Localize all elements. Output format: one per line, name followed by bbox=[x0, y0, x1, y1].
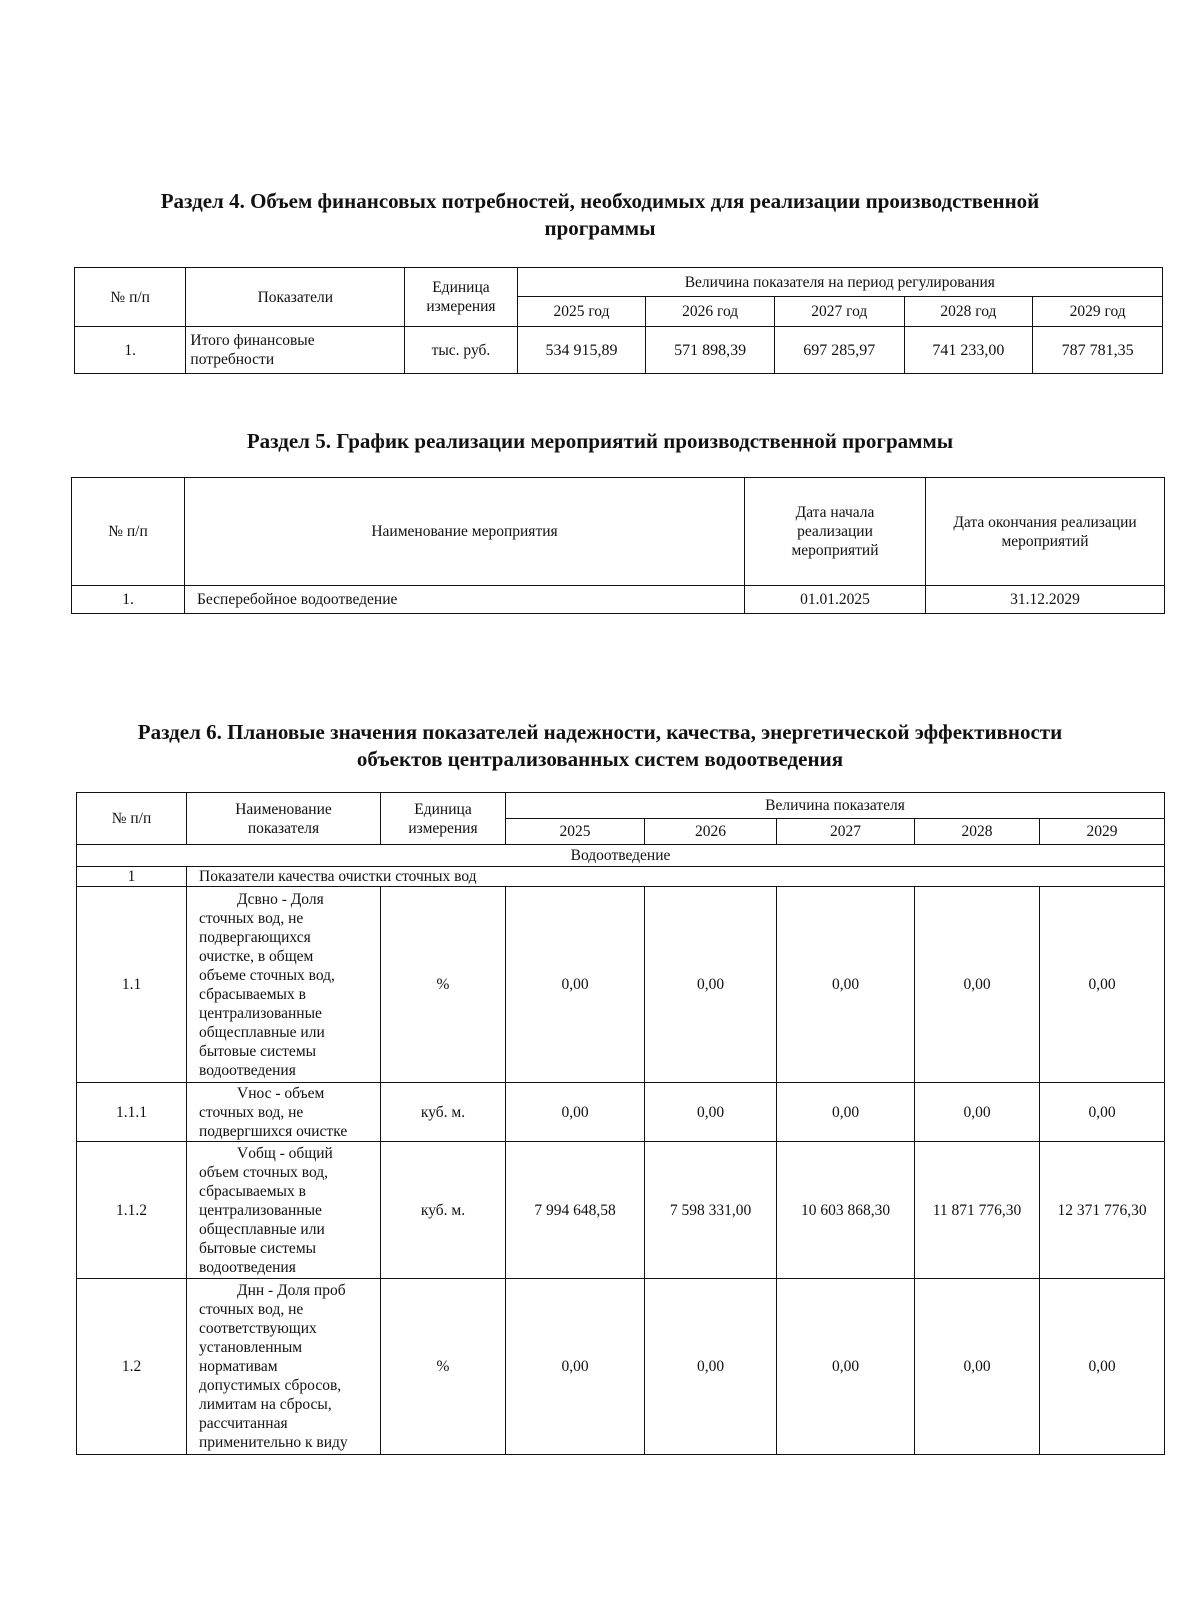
s6-row-name-line: объеме сточных вод, bbox=[199, 966, 335, 984]
s6-row-value: 0,00 bbox=[506, 1279, 645, 1455]
section5-table bbox=[71, 477, 1165, 614]
section5-title: Раздел 5. График реализации мероприятий производственной программы bbox=[246, 429, 954, 453]
s6-row-name-line: водоотведения bbox=[199, 1258, 296, 1276]
s4-header-year: 2029 год bbox=[1033, 297, 1163, 327]
s6-row-value: 0,00 bbox=[506, 887, 645, 1083]
table-row bbox=[77, 1279, 1165, 1455]
s6-row-name-line: нормативам bbox=[199, 1358, 278, 1375]
s6-header-num: № п/п bbox=[77, 793, 187, 845]
s6-row-value: 0,00 bbox=[777, 887, 915, 1083]
s5-row-name: Бесперебойное водоотведение bbox=[185, 586, 745, 614]
s6-row-name-line: бытовые системы bbox=[199, 1239, 317, 1257]
s4-row-name bbox=[186, 327, 405, 374]
s6-subgroup-name: Показатели качества очистки сточных вод bbox=[187, 867, 1165, 887]
s4-row-name-line2: потребности bbox=[190, 351, 275, 368]
s6-row-name-first: Vобщ - общий bbox=[237, 1144, 333, 1162]
s6-row-value: 0,00 bbox=[1040, 1083, 1165, 1142]
s6-row-value: 0,00 bbox=[1040, 887, 1165, 1083]
section4-title-line2: программы bbox=[544, 216, 656, 240]
s4-header-year: 2028 год bbox=[904, 297, 1033, 327]
s4-header-num: № п/п bbox=[75, 268, 186, 327]
s5-header-start-line3: мероприятий bbox=[791, 542, 879, 559]
s6-row-num: 1.2 bbox=[77, 1279, 187, 1455]
s4-header-year: 2026 год bbox=[646, 297, 775, 327]
s5-row-end: 31.12.2029 bbox=[926, 586, 1165, 614]
table-row bbox=[77, 1083, 1165, 1142]
s4-header-indicator: Показатели bbox=[186, 268, 405, 327]
s6-header-year: 2025 bbox=[506, 819, 645, 845]
s6-header-unit-line2: измерения bbox=[408, 819, 478, 837]
s6-header-year: 2027 bbox=[777, 819, 915, 845]
s6-row-name-line: сбрасываемых в bbox=[199, 1182, 306, 1200]
s5-header-start-line1: Дата начала bbox=[795, 504, 875, 521]
s6-header-unit-line1: Единица bbox=[414, 800, 472, 818]
s6-row-name-line: лимитам на сбросы, bbox=[199, 1396, 332, 1413]
s6-row-unit: % bbox=[381, 887, 506, 1083]
s4-header-year: 2027 год bbox=[774, 297, 904, 327]
s6-row-name-line: установленным bbox=[199, 1339, 303, 1356]
section5-title-wrap bbox=[60, 428, 1140, 455]
s6-row-name-line: бытовые системы bbox=[199, 1042, 317, 1060]
s6-row-name-line: сточных вод, не bbox=[199, 1103, 304, 1121]
s6-row-value: 0,00 bbox=[777, 1279, 915, 1455]
s6-row-value: 7 598 331,00 bbox=[645, 1142, 777, 1279]
s5-header-end-line2: мероприятий bbox=[1001, 532, 1089, 550]
s4-header-period: Величина показателя на период регулирования bbox=[517, 268, 1162, 297]
s4-row-num: 1. bbox=[75, 327, 186, 374]
s6-row-name-line: применительно к виду bbox=[199, 1434, 348, 1451]
section6-table bbox=[76, 792, 1165, 1455]
s6-row-name-line: централизованные bbox=[199, 1004, 322, 1022]
s4-row-value: 571 898,39 bbox=[646, 327, 775, 374]
s6-row-name-line: централизованные bbox=[199, 1201, 322, 1219]
s6-row-name bbox=[187, 1142, 381, 1279]
s6-row-name-line: объем сточных вод, bbox=[199, 1163, 329, 1181]
s6-row-num: 1.1.2 bbox=[77, 1142, 187, 1279]
s6-row-name-line: сточных вод, не bbox=[199, 1301, 304, 1318]
s6-row-name-line: подвергшихся очистке bbox=[199, 1122, 348, 1140]
s4-row-unit: тыс. руб. bbox=[405, 327, 517, 374]
s6-row-name-first: Vнос - объем bbox=[237, 1084, 325, 1102]
s5-header-end-line1: Дата окончания реализации bbox=[953, 513, 1137, 531]
section4-table bbox=[74, 267, 1163, 374]
s6-row-num: 1.1.1 bbox=[77, 1083, 187, 1142]
table-row bbox=[72, 586, 1165, 614]
s5-header-name: Наименование мероприятия bbox=[185, 478, 745, 586]
s6-header-name-line2: показателя bbox=[247, 819, 320, 837]
section4-title-line1: Раздел 4. Объем финансовых потребностей, необходимых для реализации производственной bbox=[160, 189, 1040, 213]
s6-row-unit: куб. м. bbox=[381, 1083, 506, 1142]
s6-header-year: 2026 bbox=[645, 819, 777, 845]
s5-header-end bbox=[926, 478, 1165, 586]
s6-row-name-line: допустимых сбросов, bbox=[199, 1377, 342, 1394]
s6-row-num: 1.1 bbox=[77, 887, 187, 1083]
s6-row-name-first: Дсвно - Доля bbox=[237, 890, 324, 908]
s6-row-value: 0,00 bbox=[645, 1279, 777, 1455]
s6-row-name bbox=[187, 887, 381, 1083]
s5-row-start: 01.01.2025 bbox=[745, 586, 926, 614]
table-row bbox=[75, 327, 1163, 374]
section4-title bbox=[60, 188, 1140, 242]
s4-row-value: 697 285,97 bbox=[774, 327, 904, 374]
s6-header-name bbox=[187, 793, 381, 845]
s4-header-year: 2025 год bbox=[517, 297, 646, 327]
s6-row-value: 0,00 bbox=[915, 1279, 1040, 1455]
table-row bbox=[77, 887, 1165, 1083]
s6-row-unit: % bbox=[381, 1279, 506, 1455]
s6-row-name-line: сбрасываемых в bbox=[199, 985, 306, 1003]
s6-row-value: 0,00 bbox=[645, 1083, 777, 1142]
s5-header-start bbox=[745, 478, 926, 586]
s5-header-num: № п/п bbox=[72, 478, 185, 586]
s6-group-label: Водоотведение bbox=[77, 845, 1165, 867]
s6-row-name-line: водоотведения bbox=[199, 1061, 296, 1079]
s5-row-num: 1. bbox=[72, 586, 185, 614]
s6-row-name bbox=[187, 1279, 381, 1455]
s6-row-name-line: общесплавные или bbox=[199, 1023, 325, 1041]
s6-row-name-line: сточных вод, не bbox=[199, 909, 304, 927]
s6-row-name-line: очистке, в общем bbox=[199, 947, 314, 965]
table-row bbox=[77, 1142, 1165, 1279]
s4-header-unit bbox=[405, 268, 517, 327]
s6-header-year: 2029 bbox=[1040, 819, 1165, 845]
section6-title-line1: Раздел 6. Плановые значения показателей надежности, качества, энергетической эффективности bbox=[137, 720, 1063, 744]
s4-header-unit-line2: измерения bbox=[426, 298, 496, 315]
s4-row-name-line1: Итого финансовые bbox=[190, 332, 315, 349]
s6-row-value: 0,00 bbox=[915, 1083, 1040, 1142]
s4-header-unit-line1: Единица bbox=[432, 279, 490, 296]
s5-header-start-line2: реализации bbox=[797, 523, 873, 540]
s6-header-year: 2028 bbox=[915, 819, 1040, 845]
s6-header-unit bbox=[381, 793, 506, 845]
s6-header-name-line1: Наименование bbox=[235, 800, 332, 818]
s6-row-name-line: общесплавные или bbox=[199, 1220, 325, 1238]
s6-row-value: 10 603 868,30 bbox=[777, 1142, 915, 1279]
s6-row-value: 12 371 776,30 bbox=[1040, 1142, 1165, 1279]
s6-row-name-line: соответствующих bbox=[199, 1320, 317, 1337]
s6-header-value: Величина показателя bbox=[506, 793, 1165, 819]
s6-row-name-line: подвергающихся bbox=[199, 928, 311, 946]
s6-row-value: 0,00 bbox=[777, 1083, 915, 1142]
s4-row-value: 534 915,89 bbox=[517, 327, 646, 374]
s6-subgroup-num: 1 bbox=[77, 867, 187, 887]
s4-row-value: 741 233,00 bbox=[904, 327, 1033, 374]
section6-title bbox=[60, 719, 1140, 773]
s6-row-value: 0,00 bbox=[506, 1083, 645, 1142]
s4-row-value: 787 781,35 bbox=[1033, 327, 1163, 374]
s6-row-value: 11 871 776,30 bbox=[915, 1142, 1040, 1279]
s6-row-name-line: рассчитанная bbox=[199, 1415, 288, 1432]
s6-row-name bbox=[187, 1083, 381, 1142]
s6-row-value: 0,00 bbox=[645, 887, 777, 1083]
s6-row-name-first: Днн - Доля проб bbox=[237, 1282, 346, 1299]
section6-title-line2: объектов централизованных систем водоотведения bbox=[356, 747, 844, 771]
s6-row-value: 0,00 bbox=[1040, 1279, 1165, 1455]
s6-row-value: 7 994 648,58 bbox=[506, 1142, 645, 1279]
s6-row-unit: куб. м. bbox=[381, 1142, 506, 1279]
s6-row-value: 0,00 bbox=[915, 887, 1040, 1083]
